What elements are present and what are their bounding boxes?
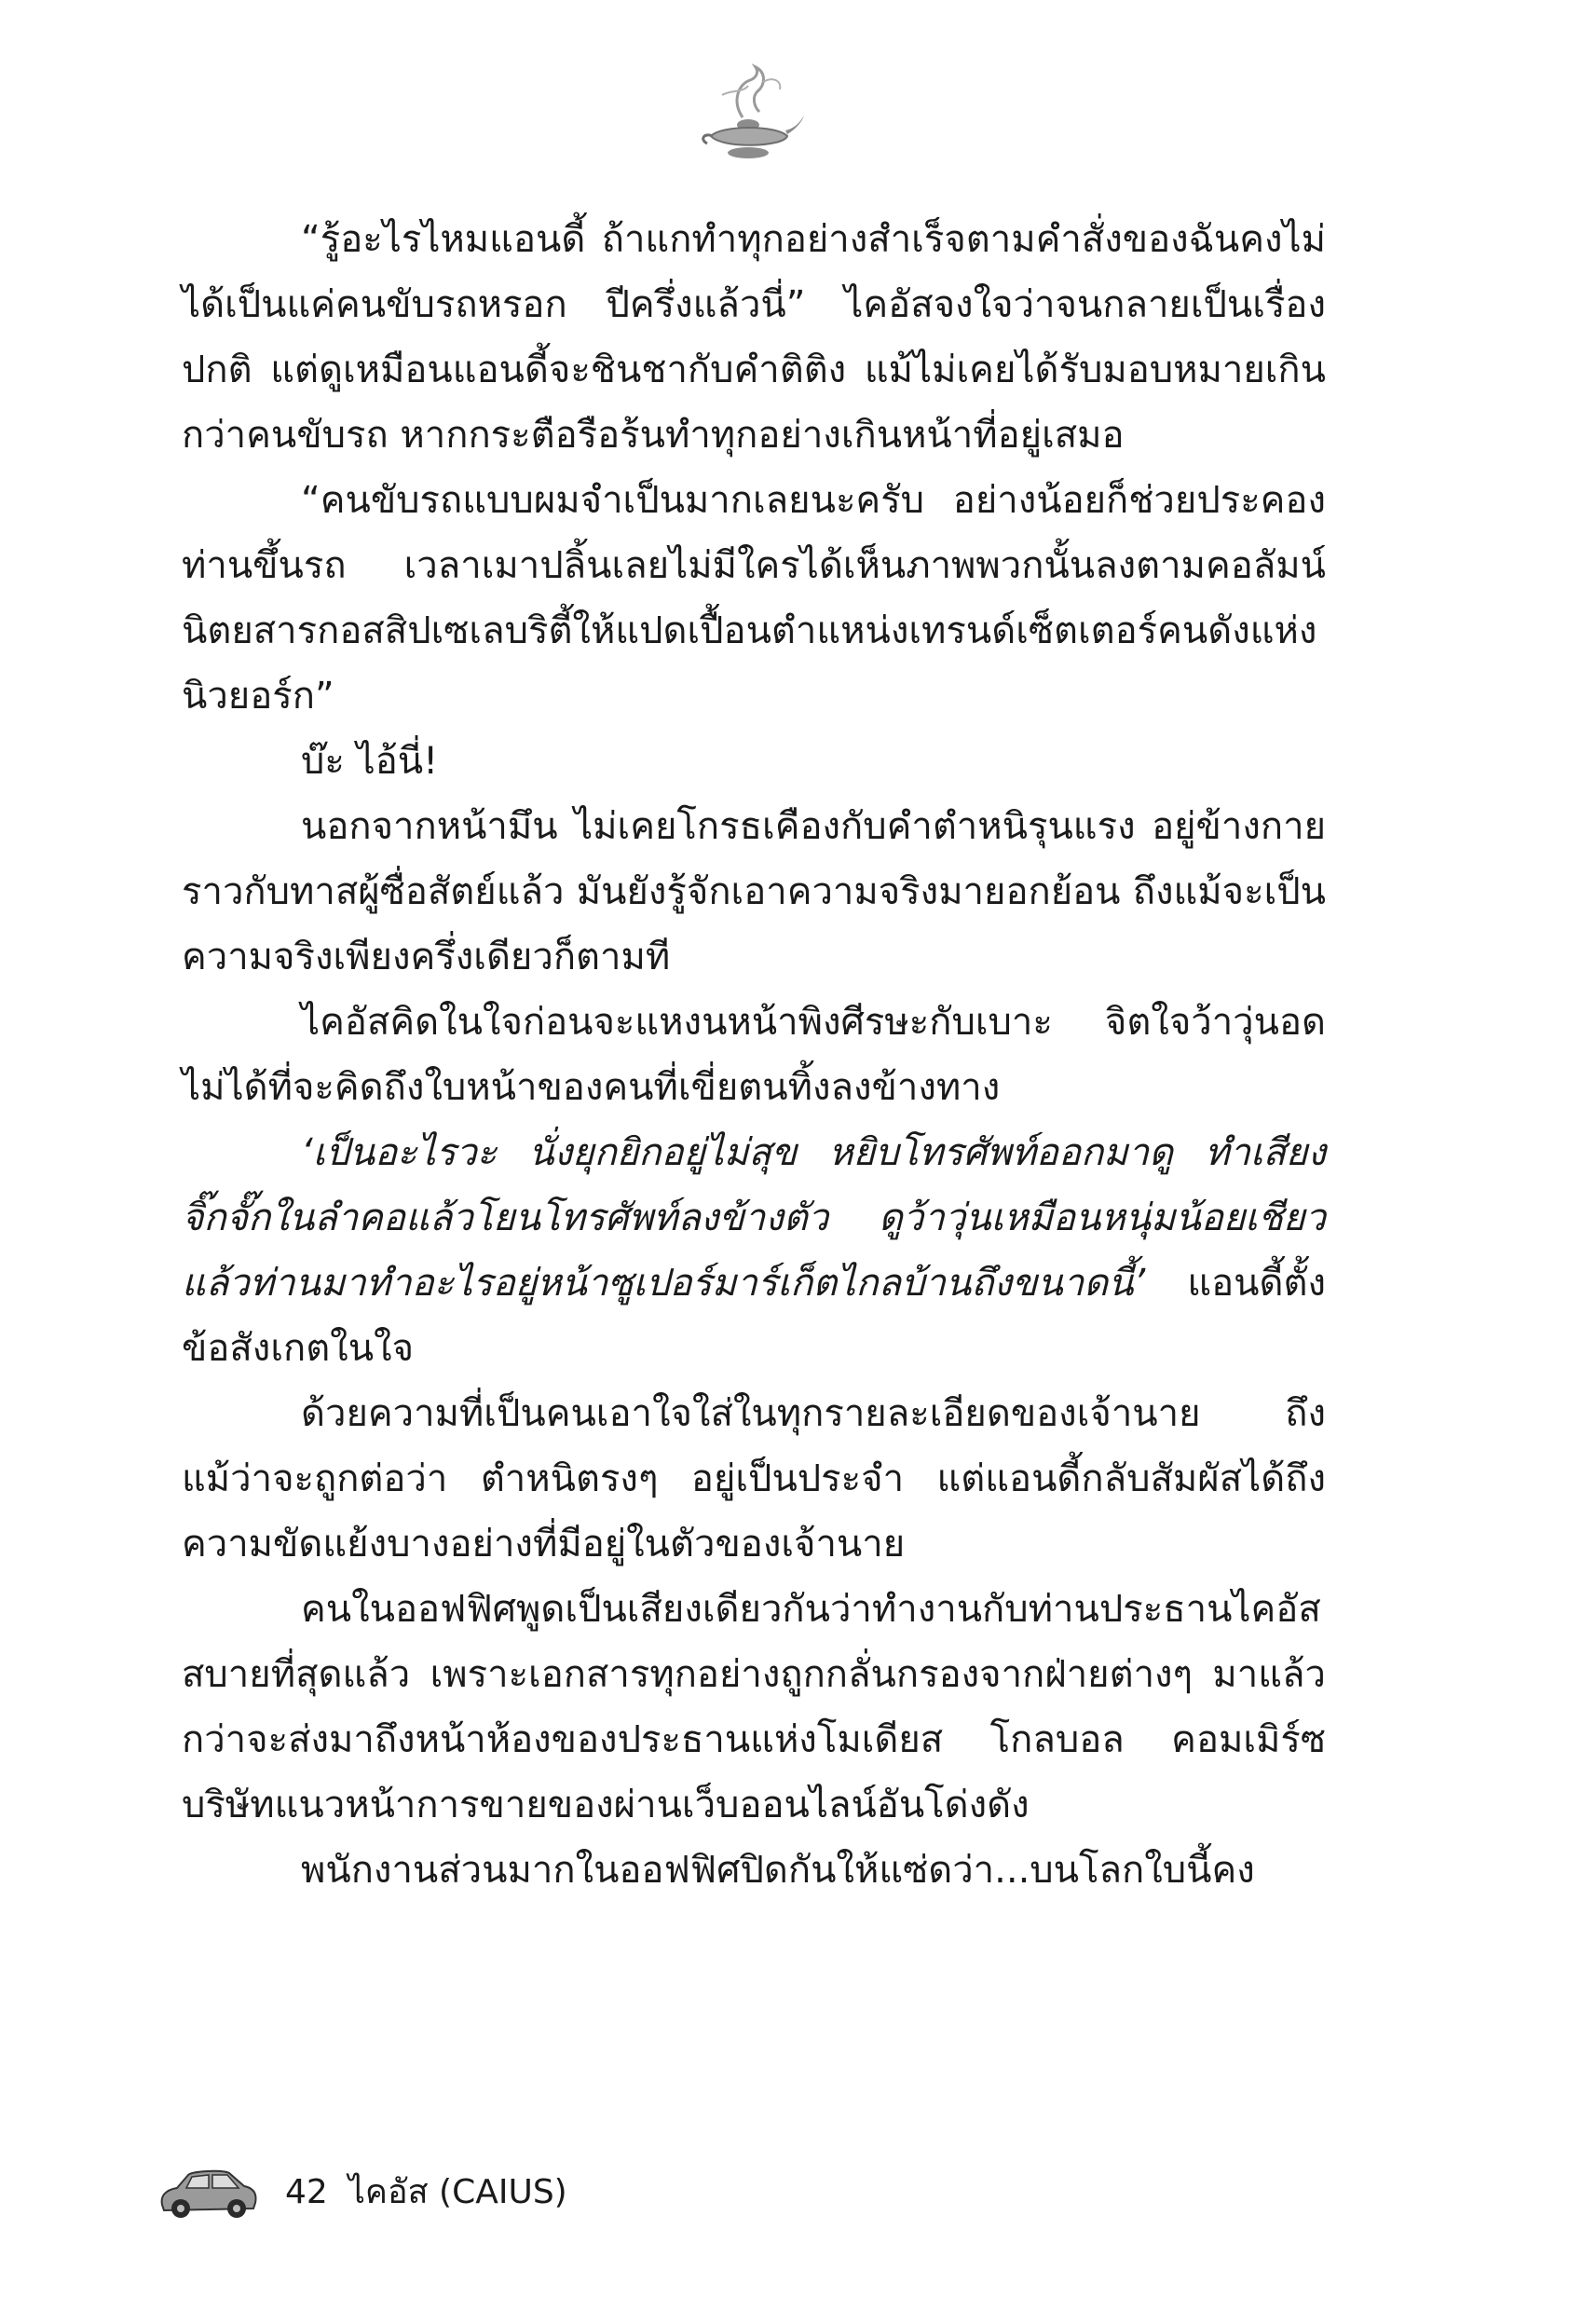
paragraph: คนในออฟฟิศพูดเป็นเสียงเดียวกันว่าทำงานกับท่านประธานไคอัสสบายที่สุดแล้ว เพราะเอกสารทุกอย่างถูกกลั่นกรองจากฝ่ายต่างๆ มาแล้ว กว่าจะส่งมาถึงหน้าห้องของประธานแห่งโมเดียส โกลบอล คอมเมิร์ซ บริษัทแนวหน้าการขายของผ่านเว็บออนไลน์อันโด่งดัง: [182, 1588, 1326, 1826]
folio: [285, 2169, 588, 2216]
page-number: 42: [285, 2173, 328, 2211]
paragraph: “คนขับรถแบบผมจำเป็นมากเลยนะครับ อย่างน้อยก็ช่วยประคองท่านขึ้นรถ เวลาเมาปลิ้นเลยไม่มีใครได้เห็นภาพพวกนั้นลงตามคอลัมน์นิตยสารกอสสิปเซเลบริตี้ให้แปดเปื้อนตำแหน่งเทรนด์เซ็ตเตอร์คนดังแห่งนิวยอร์ก”: [182, 479, 1326, 718]
italic-thought: ‘เป็นอะไรวะ นั่งยุกยิกอยู่ไม่สุข หยิบโทรศัพท์ออกมาดู ทำเสียงจิ๊กจั๊กในลำคอแล้วโยนโทรศัพท์ลงข้างตัว ดูว้าวุ่นเหมือนหนุ่มน้อยเชียว แล้วท่านมาทำอะไรอยู่หน้าซูเปอร์มาร์เก็ตไกลบ้านถึงขนาดนี้’: [182, 1131, 1326, 1305]
paragraph: บ๊ะ ไอ้นี่!: [301, 740, 439, 783]
body-text: [182, 207, 1326, 1903]
book-title: ไคอัส (CAIUS): [348, 2173, 567, 2211]
paragraph: [182, 1120, 1326, 1381]
paragraph: ไคอัสคิดในใจก่อนจะแหงนหน้าพิงศีรษะกับเบาะ จิตใจว้าวุ่นอดไม่ได้ที่จะคิดถึงใบหน้าของคนที่เขี่ยตนทิ้งลงข้างทาง: [182, 1001, 1326, 1109]
paragraph: นอกจากหน้ามึน ไม่เคยโกรธเคืองกับคำตำหนิรุนแรง อยู่ข้างกายราวกับทาสผู้ซื่อสัตย์แล้ว มันยังรู้จักเอาความจริงมายอกย้อน ถึงแม้จะเป็นความจริงเพียงครึ่งเดียวก็ตามที: [182, 805, 1326, 978]
paragraph: ด้วยความที่เป็นคนเอาใจใส่ในทุกรายละเอียดของเจ้านาย ถึงแม้ว่าจะถูกต่อว่า ตำหนิตรงๆ อยู่เป็นประจำ แต่แอนดี้กลับสัมผัสได้ถึงความขัดแย้งบางอย่างที่มีอยู่ในตัวของเจ้านาย: [182, 1392, 1326, 1566]
mini-car-icon: [157, 2164, 259, 2222]
paragraph: พนักงานส่วนมากในออฟฟิศปิดกันให้แซ่ดว่า...บนโลกใบนี้คง: [301, 1849, 1255, 1892]
paragraph: “รู้อะไรไหมแอนดี้ ถ้าแกทำทุกอย่างสำเร็จตามคำสั่งของฉันคงไม่ได้เป็นแค่คนขับรถหรอก ปีครึ่งแล้วนี่” ไคอัสจงใจว่าจนกลายเป็นเรื่องปกติ แต่ดูเหมือนแอนดี้จะชินชากับคำติติง แม้ไม่เคยได้รับมอบหมายเกินกว่าคนขับรถ หากกระตือรือร้นทำทุกอย่างเกินหน้าที่อยู่เสมอ: [182, 218, 1326, 457]
thought-attribution: แอนดี้ตั้งข้อสังเกตในใจ: [182, 1262, 1326, 1370]
page-footer: [157, 2153, 716, 2236]
genie-lamp-icon: [694, 63, 806, 166]
